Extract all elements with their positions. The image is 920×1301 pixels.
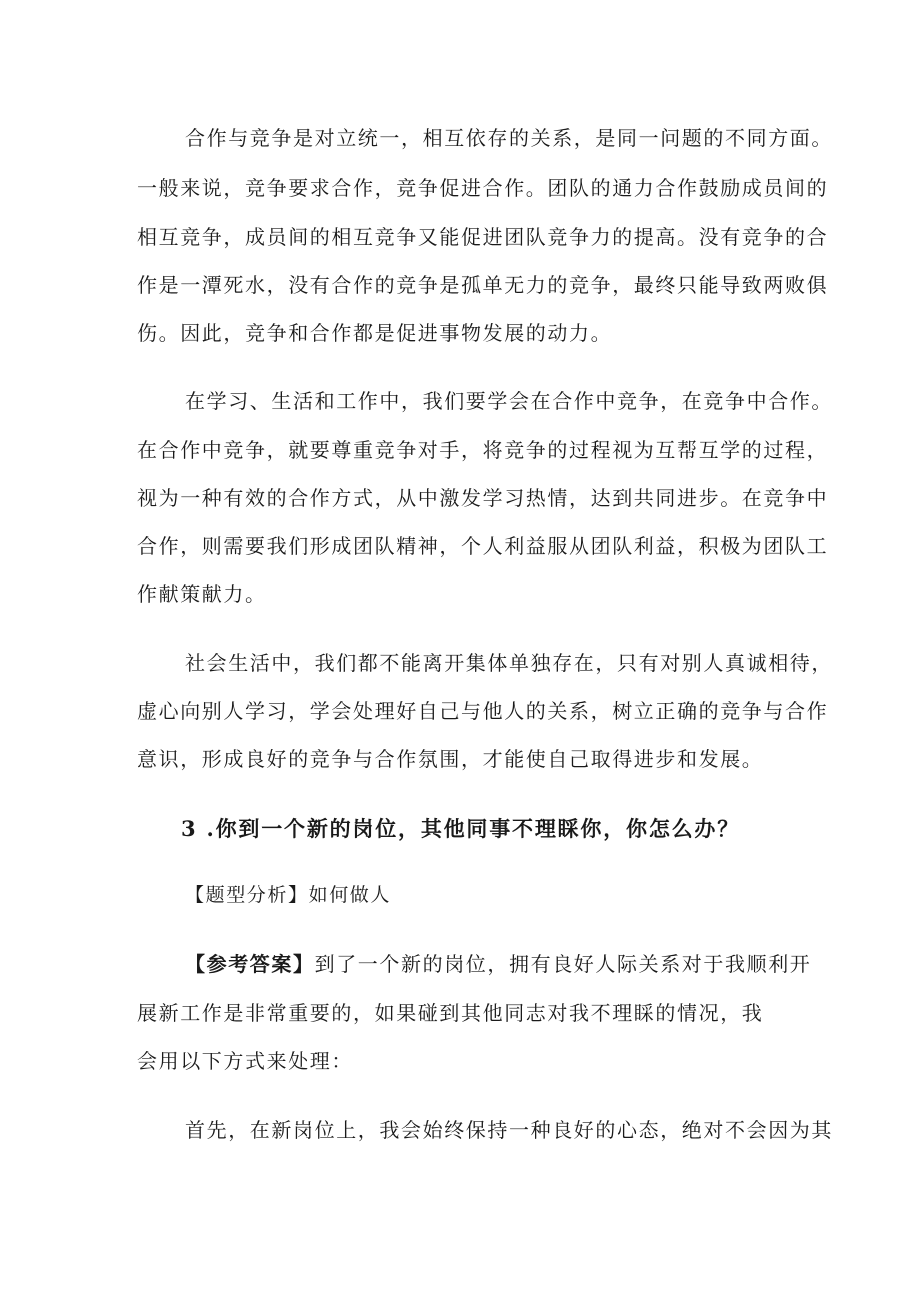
question-heading: 3 .你到一个新的岗位，其他同事不理睬你，你怎么办？ (181, 816, 741, 841)
paragraph-line: 相互竞争，成员间的相互竞争又能促进团队竞争力的提高。没有竞争的合 (137, 225, 829, 249)
answer-text: 到了一个新的岗位，拥有良好人际关系对于我顺利开 (314, 952, 812, 976)
paragraph-line: 社会生活中，我们都不能离开集体单独存在，只有对别人真诚相待， (185, 651, 833, 675)
paragraph-line: 作献策献力。 (137, 582, 267, 606)
paragraph-line: 首先，在新岗位上，我会始终保持一种良好的心态，绝对不会因为其 (185, 1118, 833, 1142)
analysis-label: 【题型分析】 (185, 884, 309, 906)
answer-line (185, 954, 811, 974)
answer-line: 展新工作是非常重要的，如果碰到其他同志对我不理睬的情况，我 (137, 1001, 764, 1025)
analysis-text: 如何做人 (308, 884, 392, 906)
paragraph-line: 一般来说，竞争要求合作，竞争促进合作。团队的通力合作鼓励成员间的 (137, 176, 829, 200)
answer-label: 【参考答案】 (185, 952, 315, 976)
paragraph-line: 虚心向别人学习，学会处理好自己与他人的关系，树立正确的竞争与合作 (137, 699, 829, 723)
analysis-line (185, 886, 391, 905)
answer-line: 会用以下方式来处理： (137, 1049, 353, 1073)
paragraph-line: 在学习、生活和工作中，我们要学会在合作中竞争，在竞争中合作。 (185, 389, 833, 413)
paragraph-line: 合作，则需要我们形成团队精神，个人利益服从团队利益，积极为团队工 (137, 534, 829, 558)
paragraph-line: 伤。因此，竞争和合作都是促进事物发展的动力。 (137, 321, 613, 345)
paragraph-line: 视为一种有效的合作方式，从中激发学习热情，达到共同进步。在竞争中 (137, 486, 829, 510)
paragraph-line: 意识，形成良好的竞争与合作氛围，才能使自己取得进步和发展。 (137, 747, 764, 771)
paragraph-line: 在合作中竞争，就要尊重竞争对手，将竞争的过程视为互帮互学的过程， (137, 438, 829, 462)
paragraph-line: 作是一潭死水，没有合作的竞争是孤单无力的竞争，最终只能导致两败俱 (137, 273, 829, 297)
paragraph-line: 合作与竞争是对立统一，相互依存的关系，是同一问题的不同方面。 (185, 126, 833, 150)
